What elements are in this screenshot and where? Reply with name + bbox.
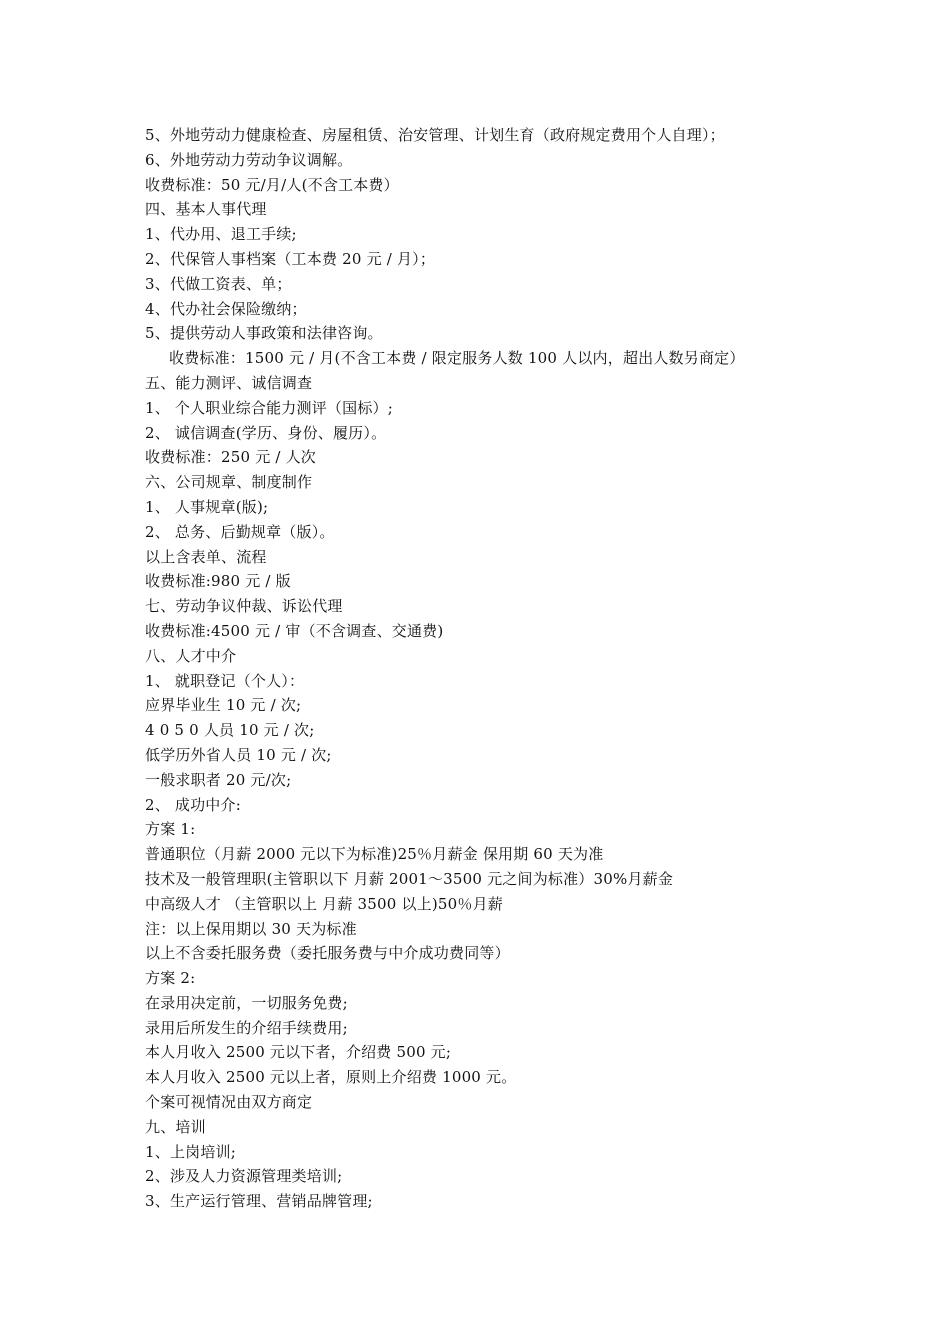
text-line: 1、 人事规章(版); [145, 497, 269, 516]
fee-standard-line: 收费标准：250 元 / 人次 [145, 448, 316, 467]
text-line: 1、上岗培训; [145, 1142, 236, 1161]
section-heading: 七、劳动争议仲裁、诉讼代理 [145, 597, 343, 616]
text-line: 以上不含委托服务费（委托服务费与中介成功费同等） [145, 944, 510, 963]
text-line: 2、 总务、后勤规章（版）。 [145, 522, 335, 541]
section-heading: 九、培训 [145, 1117, 206, 1136]
text-line: 低学历外省人员 10 元 / 次; [145, 745, 332, 764]
text-line: 5、外地劳动力健康检查、房屋租赁、治安管理、计划生育（政府规定费用个人自理）； [145, 126, 725, 144]
text-line: 方案 2: [145, 969, 196, 988]
text-line: 方案 1: [145, 820, 196, 839]
text-line: 2、 诚信调查(学历、身份、履历）。 [145, 423, 387, 442]
text-line: 2、代保管人事档案（工本费 20 元 / 月）； [145, 249, 436, 268]
text-line: 技术及一般管理职(主管职以下 月薪 2001～3500 元之间为标准）30%月薪金 [145, 869, 674, 888]
text-line: 普通职位（月薪 2000 元以下为标准)25％月薪金 保用期 60 天为准 [145, 845, 604, 864]
text-line: 5、提供劳动人事政策和法律咨询。 [145, 324, 383, 343]
text-line: 在录用决定前，一切服务免费; [145, 993, 348, 1012]
text-line: 4、代办社会保险缴纳； [145, 299, 307, 318]
document-body [145, 123, 825, 1214]
text-line: 2、 成功中介: [145, 795, 241, 814]
text-line: 3、代做工资表、单； [145, 274, 292, 293]
text-line: 注：以上保用期以 30 天为标准 [145, 919, 357, 938]
text-line: 3、生产运行管理、营销品牌管理; [145, 1192, 373, 1211]
fee-standard-line: 收费标准:4500 元 / 审（不含调查、交通费) [145, 621, 444, 640]
text-line: 应界毕业生 10 元 / 次; [145, 696, 302, 715]
section-heading: 五、能力测评、诚信调查 [145, 373, 313, 392]
text-line: 1、代办用、退工手续; [145, 225, 297, 244]
text-line: 1、 就职登记（个人）： [145, 671, 305, 690]
text-line: 本人月收入 2500 元以上者，原则上介绍费 1000 元。 [145, 1068, 517, 1087]
text-line: 个案可视情况由双方商定 [145, 1093, 313, 1112]
text-line: 以上含表单、流程 [145, 547, 267, 566]
text-line: 一般求职者 20 元/次; [145, 770, 292, 789]
text-line: 2、涉及人力资源管理类培训; [145, 1167, 343, 1186]
fee-standard-line: 收费标准：50 元/月/人(不含工本费） [145, 175, 399, 194]
text-line: 6、外地劳动力劳动争议调解。 [145, 150, 353, 169]
fee-standard-line: 收费标准:980 元 / 版 [145, 572, 291, 591]
section-heading: 六、公司规章、制度制作 [145, 473, 313, 492]
fee-standard-line: 收费标准：1500 元 / 月(不含工本费 / 限定服务人数 100 人以内，超出人数另商定） [169, 349, 745, 368]
text-line: 录用后所发生的介绍手续费用; [145, 1018, 348, 1037]
text-line: 中高级人才 （主管职以上 月薪 3500 以上)50％月薪 [145, 894, 503, 913]
section-heading: 八、人才中介 [145, 646, 237, 665]
section-heading: 四、基本人事代理 [145, 200, 267, 219]
text-line: 1、 个人职业综合能力测评（国标）; [145, 398, 393, 417]
text-line: 本人月收入 2500 元以下者，介绍费 500 元; [145, 1043, 452, 1062]
text-line: 4 0 5 0 人员 10 元 / 次; [145, 721, 315, 740]
